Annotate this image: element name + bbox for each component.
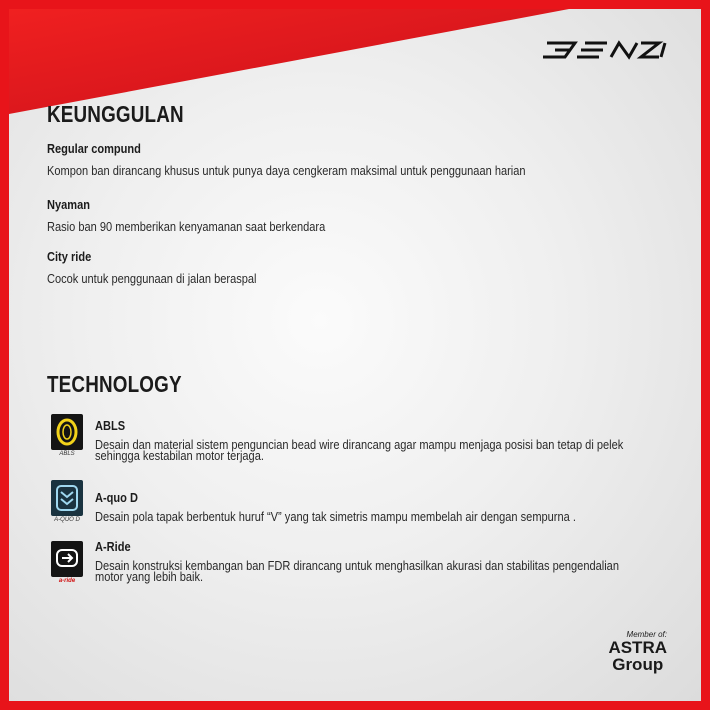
advantage-title-cityride: City ride	[47, 249, 92, 264]
astra-member-badge	[608, 630, 667, 673]
advantage-desc-compound: Kompon ban dirancang khusus untuk punya daya cengkeram maksimal untuk penggunaan harian	[47, 163, 526, 178]
advantage-desc-cityride: Cocok untuk penggunaan di jalan beraspal	[47, 271, 257, 286]
advantages-heading: KEUNGGULAN	[47, 101, 184, 127]
member-of-label: Member of:	[626, 630, 667, 639]
tech-title-aquo: A-quo D	[95, 490, 138, 505]
tech-title-aride: A-Ride	[95, 539, 131, 554]
aride-icon-label: a-ride	[58, 578, 76, 584]
advantage-desc-nyaman: Rasio ban 90 memberikan kenyamanan saat berkendara	[47, 219, 326, 234]
advantage-title-compound: Regular compund	[47, 141, 141, 156]
abls-icon-label: ABLS	[59, 451, 75, 457]
aride-icon	[51, 541, 83, 577]
group-label: Group	[612, 655, 664, 674]
genzi-logo	[541, 39, 669, 66]
tech-title-abls: ABLS	[95, 418, 126, 433]
aquo-icon-label: A-QUO D	[54, 517, 80, 523]
advantage-title-nyaman: Nyaman	[47, 197, 90, 212]
astra-label: ASTRA	[608, 638, 667, 657]
abls-tire-icon	[51, 414, 83, 450]
red-diagonal-band	[9, 9, 710, 149]
tech-desc-aride: Desain konstruksi kembangan ban FDR dirancang untuk menghasilkan akurasi dan stabilitas pengendalian motor yang lebih baik.	[95, 558, 619, 584]
tech-desc-aquo: Desain pola tapak berbentuk huruf “V” yang tak simetris mampu membelah air dengan sempurna .	[95, 509, 576, 524]
tech-desc-abls: Desain dan material sistem penguncian bead wire dirancang agar mampu menjaga posisi ban tetap di pelek sehingga kestabilan motor terjaga.	[95, 437, 624, 463]
technology-heading: TECHNOLOGY	[47, 371, 182, 397]
aquo-tread-icon	[51, 480, 83, 516]
